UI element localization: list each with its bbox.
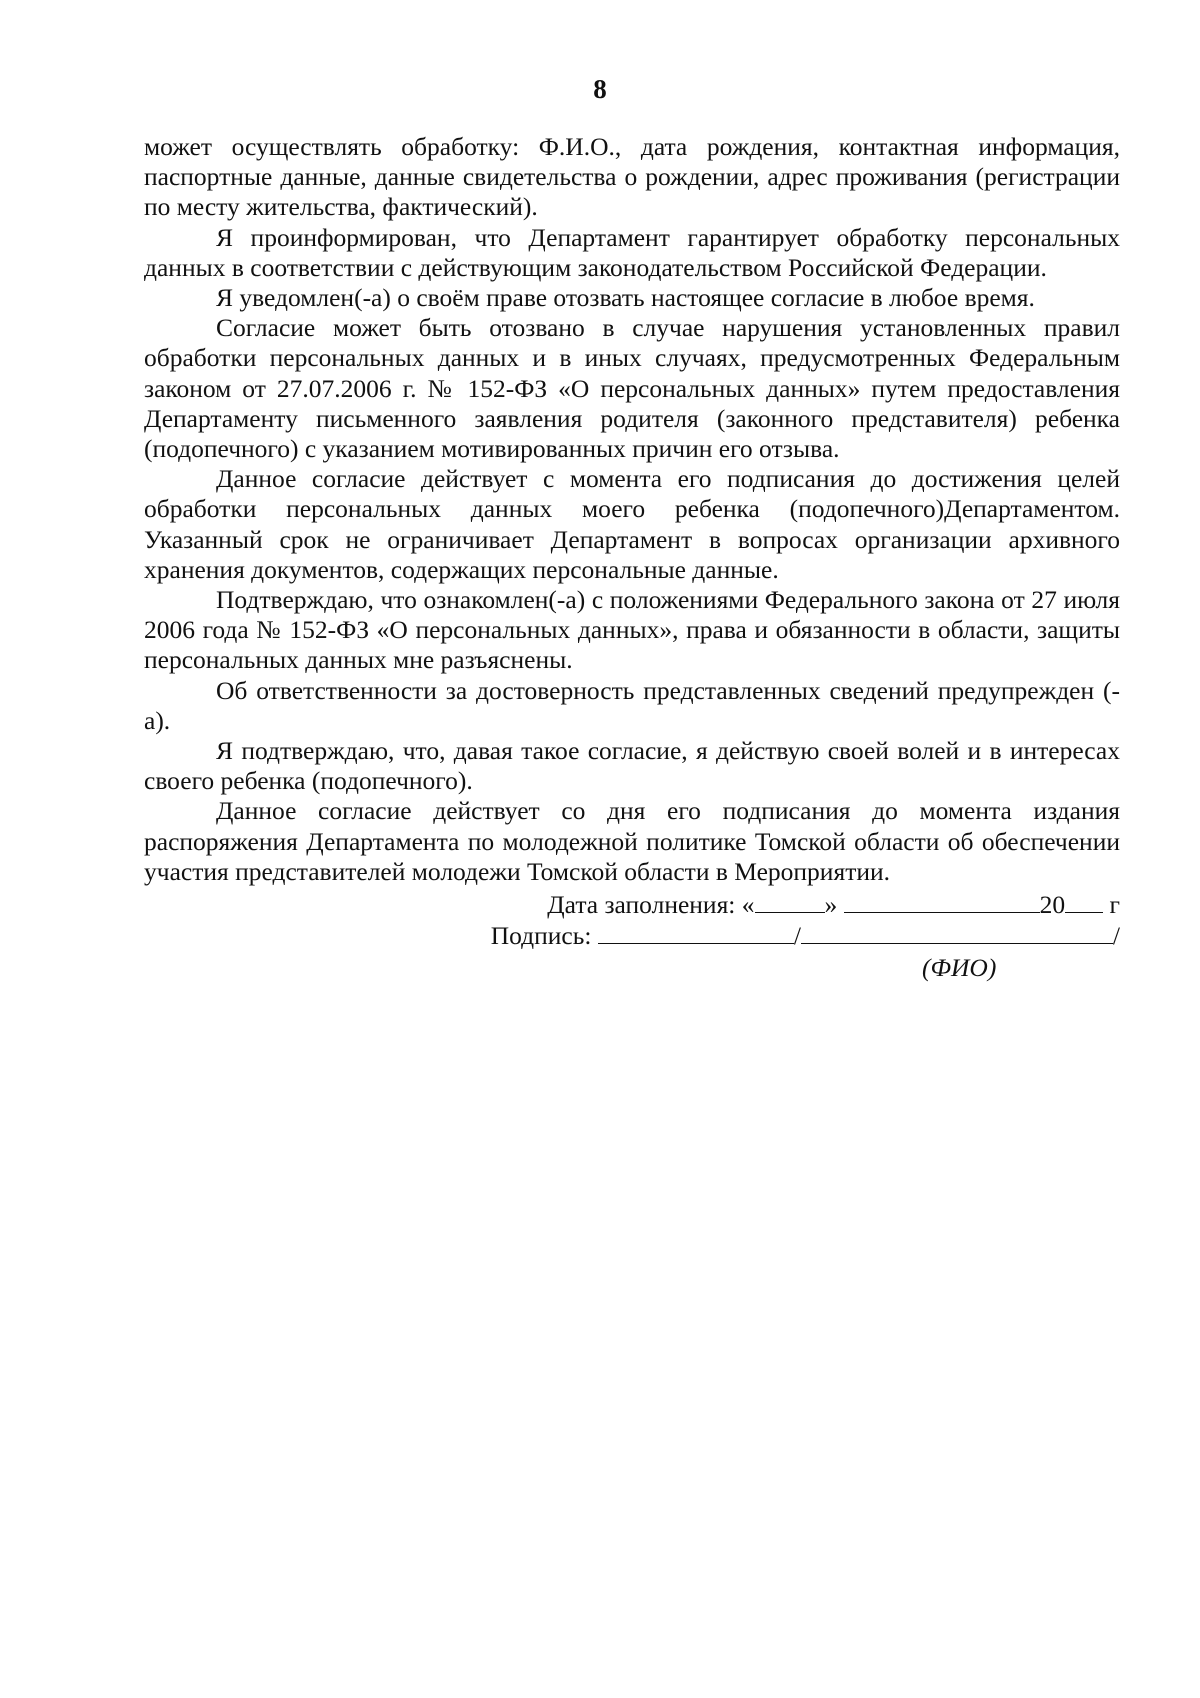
signature-end-separator: / [1112, 921, 1120, 950]
page-number: 8 [593, 74, 607, 104]
signature-label: Подпись: [490, 921, 592, 950]
fill-date-line [547, 890, 1120, 920]
paragraph-revocation-right: Я уведомлен(-а) о своём праве отозвать настоящее согласие в любое время. [216, 283, 1035, 313]
paragraph-consent-term: Данное согласие действует со дня его подписания до момента издания распоряжения Департамента по молодежной политике Томской области об обеспечении участия представителей молодежи Томской области в Мероприятии. [144, 796, 1120, 886]
paragraph-responsibility: Об ответственности за достоверность представленных сведений предупрежден (-а). [144, 675, 1120, 735]
year-suffix: г [1109, 890, 1120, 919]
year-blank-field[interactable] [1065, 890, 1103, 913]
paragraph-validity-period: Данное согласие действует с момента его подписания до достижения целей обработки персональных данных моего ребенка (подопечного)Департаментом. Указанный срок не ограничивает Департамент в вопросах организации архивного хранения документов, содержащих персональные данные. [144, 464, 1120, 584]
month-blank-field[interactable] [844, 890, 1040, 913]
year-century: 20 [1039, 890, 1066, 919]
day-blank-field[interactable] [755, 890, 825, 913]
paragraph-law-acknowledgement: Подтверждаю, что ознакомлен(-а) с положениями Федерального закона от 27 июля 2006 года № 152-ФЗ «О персональных данных», права и обязанности в области, защиты персональных данных мне разъяснены. [144, 585, 1120, 675]
fill-date-label: Дата заполнения: [547, 890, 736, 919]
signature-blank-field[interactable] [598, 921, 794, 944]
signature-line [491, 921, 1120, 951]
fio-blank-field[interactable] [801, 921, 1113, 944]
paragraph-free-will: Я подтверждаю, что, давая такое согласие, я действую своей волей и в интересах своего ребенка (подопечного). [144, 736, 1120, 796]
signature-separator: / [793, 921, 801, 950]
fio-caption: (ФИО) [922, 953, 997, 982]
open-quote: « [741, 890, 755, 919]
document-body [144, 132, 1120, 887]
paragraph-guarantee: Я проинформирован, что Департамент гарантирует обработку персональных данных в соответствии с действующим законодательством Российской Федерации. [144, 222, 1120, 282]
paragraph-revocation-conditions: Согласие может быть отозвано в случае нарушения установленных правил обработки персональных данных и в иных случаях, предусмотренных Федеральным законом от 27.07.2006 г. № 152-ФЗ «О персональных данных» путем предоставления Департаменту письменного заявления родителя (законного представителя) ребенка (подопечного) с указанием мотивированных причин его отзыва. [144, 313, 1120, 464]
close-quote: » [824, 890, 838, 919]
paragraph-data-categories: может осуществлять обработку: Ф.И.О., дата рождения, контактная информация, паспортные данные, данные свидетельства о рождении, адрес проживания (регистрации по месту жительства, фактический). [144, 132, 1120, 222]
